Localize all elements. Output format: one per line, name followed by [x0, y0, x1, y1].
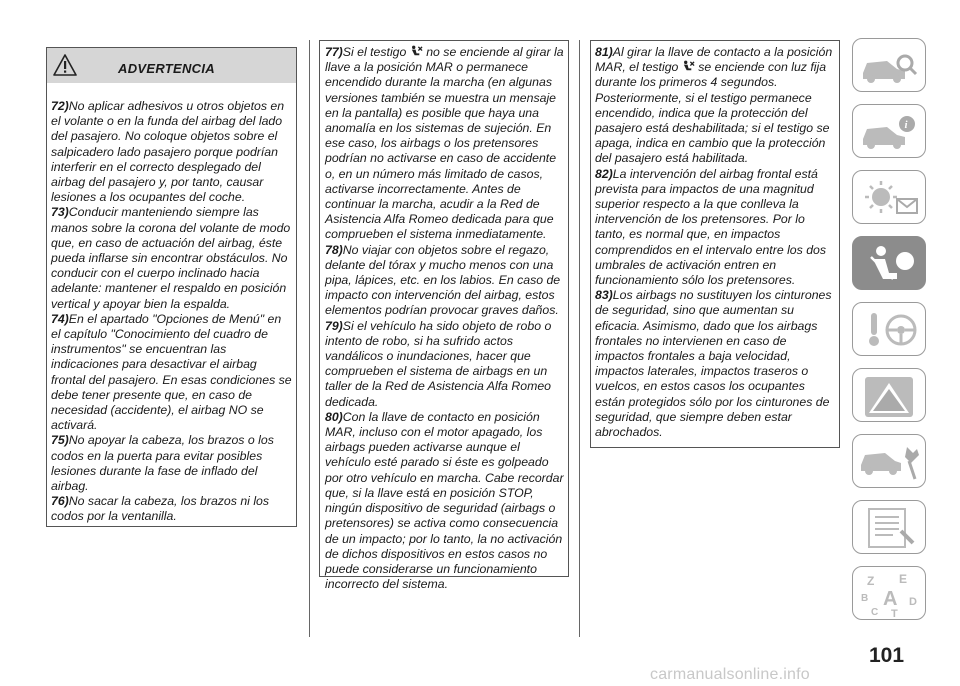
tab-specs[interactable]	[852, 500, 926, 554]
note-79	[325, 319, 566, 410]
tab-car-search[interactable]	[852, 38, 926, 92]
column-divider-2	[579, 40, 580, 637]
svg-text:Z: Z	[867, 574, 875, 588]
note-text: Conducir manteniendo siempre las manos sobre la corona del volante de modo que, en caso de actuación del airbag, éste pueda inflarse sin encontrar obstáculos. No conducir con el cuerpo inclinado hacia adelante: mantener el respaldo en posición vertical y apoyar bien la espalda.	[51, 205, 291, 311]
tab-car-service[interactable]	[852, 434, 926, 488]
note-number: 83)	[595, 288, 613, 303]
svg-text:C: C	[871, 607, 879, 618]
note-text: Con la llave de contacto en posición MAR, incluso con el motor apagado, los airbags pueden activarse aunque el vehículo esté parado si éste es golpeado por otro vehículo en marcha. Cabe recordar que, si la llave está en posición STOP, ningún dispositivo de seguridad (airbags o pretensores) se activa como consecuencia de un impacto; por lo tanto, la no activación de dichos dispositivos en estos casos no puede considerarse un funcionamiento incorrecto del sistema.	[325, 409, 564, 592]
note-72	[51, 99, 294, 205]
note-76	[51, 494, 294, 524]
watermark: carmanualsonline.info	[650, 666, 810, 683]
svg-text:i: i	[904, 119, 908, 131]
note-number: 76)	[51, 494, 69, 509]
note-text: La intervención del airbag frontal está prevista para impactos de una magnitud superior respecto a la que conlleva la intervención de los pretensores. Por lo tanto, es normal que, en impactos comprendidos en el intervalo entre los dos umbrales de activación entren en funcionamiento sólo los pretensores.	[595, 166, 827, 288]
middle-text	[325, 45, 566, 592]
note-text-before: Si el testigo	[342, 45, 407, 59]
tab-car-info[interactable]	[852, 104, 926, 158]
note-82	[595, 167, 837, 289]
note-text: En el apartado "Opciones de Menú" en el capítulo "Conocimiento del cuadro de instrumentos" se encuentran las indicaciones para desactivar el airbag frontal del pasajero. En esas condiciones se debe tener presente que, en caso de necesidad (accidente), el airbag NO se activará.	[51, 311, 292, 433]
svg-text:T: T	[891, 608, 898, 620]
tab-alphabetic-index[interactable]	[852, 566, 926, 620]
note-text: No viajar con objetos sobre el regazo, delante del tórax y mucho menos con una pipa, lápices, etc. en los labios. En caso de impacto con intervención del airbag, estos elementos podrían provocar graves daños.	[325, 242, 561, 318]
car-service-icon	[853, 435, 927, 489]
car-search-icon	[853, 39, 927, 93]
passenger-airbag-off-icon	[410, 45, 423, 58]
svg-text:B: B	[861, 593, 869, 604]
passenger-airbag-off-icon	[682, 60, 695, 73]
note-number: 81)	[595, 45, 613, 59]
svg-text:D: D	[909, 596, 917, 608]
warning-title: ADVERTENCIA	[118, 61, 215, 76]
road-warning-icon	[853, 369, 927, 423]
svg-text:A: A	[883, 588, 898, 610]
note-text: No aplicar adhesivos u otros objetos en el volante o en la funda del airbag del lado del pasajero. No coloque objetos sobre el salpicadero lado pasajero porque podrían interferir en el correcto desplegado del airbag del pasajero y, por tanto, causar lesiones a los ocupantes del coche.	[51, 99, 285, 205]
note-83	[595, 288, 837, 440]
note-number: 79)	[325, 318, 343, 333]
note-text-before: Al girar la llave de contacto a la posición MAR, el testigo	[595, 45, 833, 75]
note-text: No sacar la cabeza, los brazos ni los codos por la ventanilla.	[51, 494, 270, 524]
note-number: 82)	[595, 166, 613, 181]
alphabetic-index-icon	[853, 567, 927, 621]
note-text-after: se enciende con luz fija durante los primeros 4 segundos. Posteriormente, si el testigo permanece encendido, indica que la protección del pasajero está deshabilitada; si el testigo se apaga, indica en cambio que la protección del pasajero está habilitada.	[595, 60, 830, 166]
note-text: No apoyar la cabeza, los brazos o los codos en la puerta para evitar posibles lesiones durante la fase de inflado del airbag.	[51, 433, 274, 494]
svg-text:E: E	[899, 572, 908, 586]
note-73	[51, 205, 294, 311]
note-77	[325, 45, 566, 243]
note-number: 75)	[51, 433, 69, 448]
specs-list-icon	[853, 501, 927, 555]
note-80	[325, 410, 566, 592]
note-text: Los airbags no sustituyen los cinturones de seguridad, sino que aumentan su eficacia. Asimismo, dado que los airbags frontales no intervienen en caso de impactos frontales a baja velocidad, impactos laterales, impactos traseros o vuelcos, en estos casos los ocupantes están protegidos sólo por los cinturones de seguridad, que siempre deben estar abrochados.	[595, 288, 832, 440]
note-number: 78)	[325, 242, 343, 257]
page-number: 101	[869, 644, 905, 667]
warning-lights-icon	[853, 171, 927, 225]
note-number: 77)	[325, 45, 343, 59]
note-78	[325, 243, 566, 319]
right-text	[595, 45, 837, 440]
note-text: Si el vehículo ha sido objeto de robo o intento de robo, si ha sufrido actos vandálicos o inundaciones, hacer que comprueben el sistema de airbags en un taller de la Red de Asistencia Alfa Romeo dedicada.	[325, 318, 552, 409]
tab-safety[interactable]	[852, 236, 926, 290]
warning-text	[51, 99, 294, 525]
steering-icon	[853, 303, 927, 357]
tab-road-warning[interactable]	[852, 368, 926, 422]
warning-triangle-icon	[53, 54, 77, 76]
note-number: 72)	[51, 99, 69, 113]
note-text-after: no se enciende al girar la llave a la posición MAR o permanece encendido durante la marcha (en algunas versiones también se muestra un mensaje en la pantalla) es posible que haya una anomalía en los sistemas de sujeción. En ese caso, los airbags o los pretensores podrían no activarse en caso de accidente o, en un número más limitado de casos, activarse incorrectamente. Antes de continuar la marcha, acudir a la Red de Asistencia Alfa Romeo dedicada para que comprueben el sistema inmediatamente.	[325, 45, 564, 242]
note-number: 74)	[51, 311, 69, 326]
note-81	[595, 45, 837, 167]
note-75	[51, 433, 294, 494]
safety-airbag-icon	[853, 237, 927, 291]
tab-warning-lights[interactable]	[852, 170, 926, 224]
tab-steering[interactable]	[852, 302, 926, 356]
note-74	[51, 312, 294, 434]
note-number: 80)	[325, 409, 343, 424]
car-info-icon	[853, 105, 927, 159]
note-number: 73)	[51, 205, 69, 220]
column-divider-1	[309, 40, 310, 637]
